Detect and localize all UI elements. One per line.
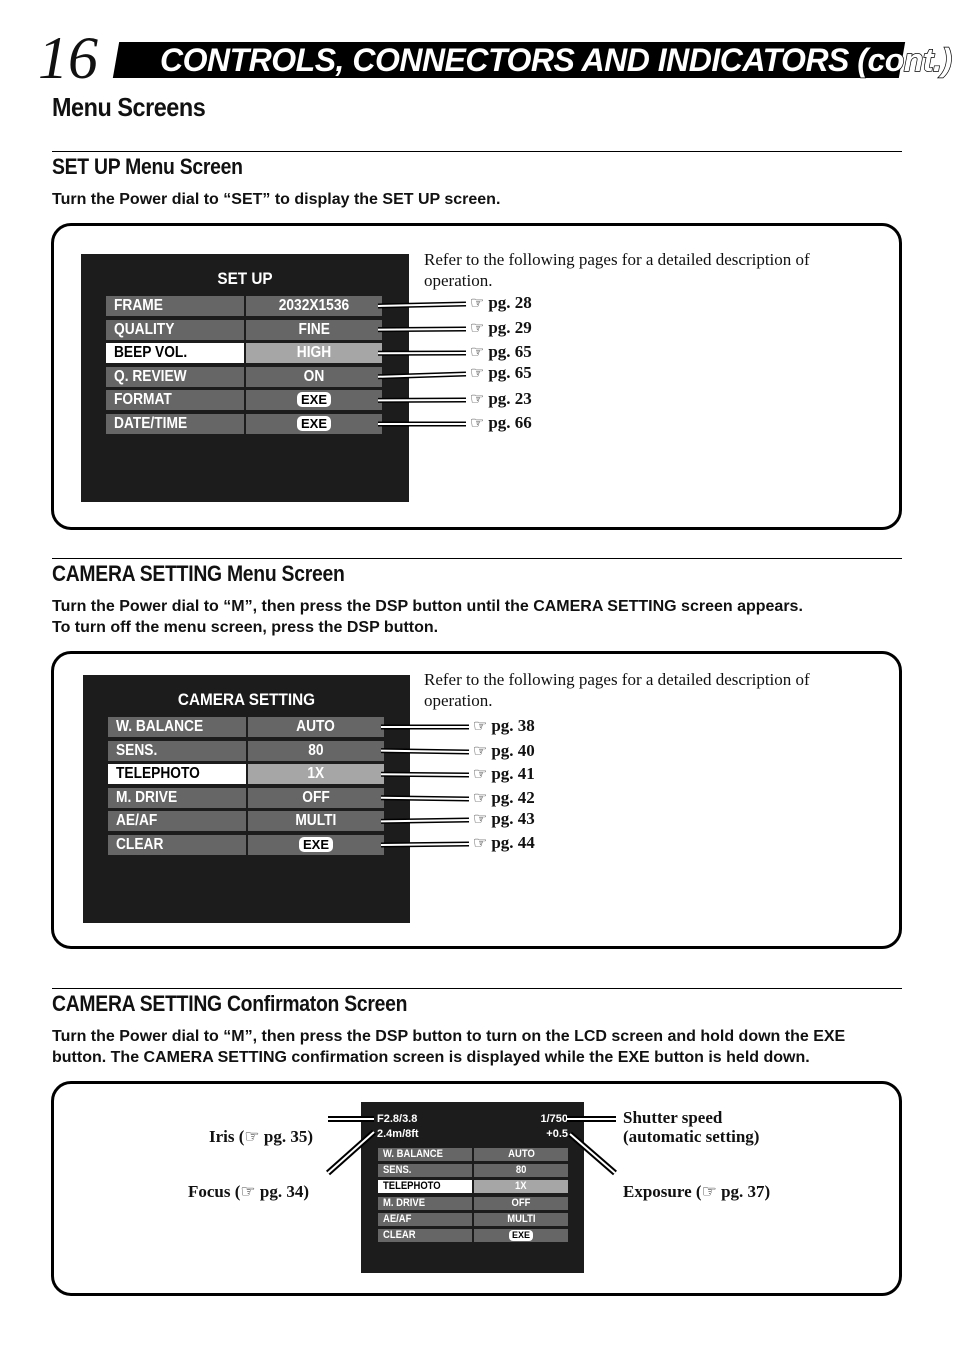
- pointing-hand-icon: ☞: [473, 766, 488, 783]
- camera-setting-ref-note: Refer to the following pages for a detailed description of operation.: [424, 670, 810, 710]
- menu-item-label: W. BALANCE: [378, 1148, 472, 1161]
- menu-item-value: FINE: [246, 320, 382, 340]
- setup-description: Turn the Power dial to “SET” to display the SET UP screen.: [52, 191, 501, 208]
- page-reference: ☞ pg. 42: [473, 788, 535, 807]
- pointing-hand-icon: ☞: [473, 718, 488, 735]
- camera-setting-section-title: CAMERA SETTING Menu Screen: [52, 561, 345, 586]
- menu-item-label: AE/AF: [108, 811, 246, 831]
- pointing-hand-icon: ☞: [470, 391, 485, 408]
- menu-item-value: ON: [246, 367, 382, 387]
- menu-item-value: AUTO: [474, 1148, 568, 1161]
- page-reference: ☞ pg. 44: [473, 833, 535, 852]
- setup-ref-note: Refer to the following pages for a detailed description of operation.: [424, 250, 810, 290]
- pointing-hand-icon: ☞: [470, 295, 485, 312]
- shutter-readout: 1/750: [540, 1113, 568, 1125]
- menu-item-value: 2032X1536: [246, 296, 382, 316]
- page-reference: ☞ pg. 28: [470, 293, 532, 312]
- menu-item-label: QUALITY: [106, 320, 244, 340]
- menu-item-label: CLEAR: [378, 1229, 472, 1242]
- menu-item-label: Q. REVIEW: [106, 367, 244, 387]
- menu-item-label: DATE/TIME: [106, 414, 244, 434]
- pointing-hand-icon: ☞: [470, 365, 485, 382]
- menu-item-value: EXE: [474, 1229, 568, 1242]
- focus-ref: pg. 34): [259, 1182, 310, 1201]
- menu-item-value: EXE: [246, 414, 382, 434]
- menu-item-value: EXE: [246, 390, 382, 410]
- menu-item-value: OFF: [474, 1197, 568, 1210]
- page-reference: ☞ pg. 41: [473, 764, 535, 783]
- menu-item-label: TELEPHOTO: [108, 764, 246, 784]
- page-reference: ☞ pg. 29: [470, 318, 532, 337]
- confirmation-description: Turn the Power dial to “M”, then press the DSP button to turn on the LCD screen and hold down the EXE button. The CAMERA SETTING confirmation screen is displayed while the EXE button is held down.: [52, 1028, 846, 1066]
- pointing-hand-icon: ☞: [701, 1182, 717, 1201]
- pointing-hand-icon: ☞: [473, 743, 488, 760]
- section-heading-menu-screens: Menu Screens: [52, 92, 206, 122]
- page-title: CONTROLS, CONNECTORS AND INDICATORS (cont.): [160, 42, 952, 78]
- page-reference: ☞ pg. 43: [473, 809, 535, 828]
- menu-item-value: EXE: [248, 835, 384, 855]
- menu-item-label: M. DRIVE: [378, 1197, 472, 1210]
- menu-item-label: FORMAT: [106, 390, 244, 410]
- page-reference: ☞ pg. 65: [470, 342, 532, 361]
- menu-item-value: OFF: [248, 788, 384, 808]
- exposure-ref: pg. 37): [721, 1182, 771, 1201]
- page-number: 16: [38, 25, 98, 91]
- confirmation-section-title: CAMERA SETTING Confirmaton Screen: [52, 991, 408, 1016]
- pointing-hand-icon: ☞: [240, 1182, 256, 1201]
- menu-item-value: 80: [474, 1164, 568, 1177]
- page-reference: ☞ pg. 38: [473, 716, 535, 735]
- menu-item-label: AE/AF: [378, 1213, 472, 1226]
- pointing-hand-icon: ☞: [473, 790, 488, 807]
- pointing-hand-icon: ☞: [473, 835, 488, 852]
- iris-label: Iris (: [209, 1127, 245, 1146]
- iris-ref: pg. 35): [263, 1127, 314, 1146]
- setup-section-title: SET UP Menu Screen: [52, 154, 243, 179]
- menu-item-label: SENS.: [378, 1164, 472, 1177]
- focus-label: Focus (: [188, 1182, 241, 1201]
- menu-item-label: M. DRIVE: [108, 788, 246, 808]
- iris-readout: F2.8/3.8: [377, 1113, 418, 1125]
- pointing-hand-icon: ☞: [470, 320, 485, 337]
- menu-item-label: SENS.: [108, 741, 246, 761]
- pointing-hand-icon: ☞: [473, 811, 488, 828]
- camera-setting-screen-title: CAMERA SETTING: [177, 690, 316, 709]
- camera-setting-description: Turn the Power dial to “M”, then press the DSP button until the CAMERA SETTING screen appears. To turn off the menu screen, press the DSP button.: [52, 598, 803, 636]
- menu-item-value: 1X: [474, 1180, 568, 1193]
- menu-item-label: BEEP VOL.: [106, 343, 244, 363]
- menu-item-value: MULTI: [474, 1213, 568, 1226]
- page-reference: ☞ pg. 66: [470, 413, 532, 432]
- pointing-hand-icon: ☞: [244, 1127, 260, 1146]
- pointing-hand-icon: ☞: [470, 415, 485, 432]
- page-reference: ☞ pg. 40: [473, 741, 535, 760]
- menu-item-value: 80: [248, 741, 384, 761]
- menu-item-value: MULTI: [248, 811, 384, 831]
- setup-screen-title: SET UP: [217, 269, 273, 288]
- menu-item-label: W. BALANCE: [108, 717, 246, 737]
- shutter-callout: Shutter speed (automatic setting): [623, 1108, 760, 1146]
- menu-item-value: 1X: [248, 764, 384, 784]
- menu-item-value: AUTO: [248, 717, 384, 737]
- menu-item-label: CLEAR: [108, 835, 246, 855]
- page-reference: ☞ pg. 23: [470, 389, 532, 408]
- pointing-hand-icon: ☞: [470, 344, 485, 361]
- focus-readout: 2.4m/8ft: [377, 1128, 419, 1140]
- page-reference: ☞ pg. 65: [470, 363, 532, 382]
- exposure-label: Exposure (: [623, 1182, 702, 1201]
- menu-item-value: HIGH: [246, 343, 382, 363]
- menu-item-label: TELEPHOTO: [378, 1180, 472, 1193]
- exposure-readout: +0.5: [546, 1128, 568, 1140]
- menu-item-label: FRAME: [106, 296, 244, 316]
